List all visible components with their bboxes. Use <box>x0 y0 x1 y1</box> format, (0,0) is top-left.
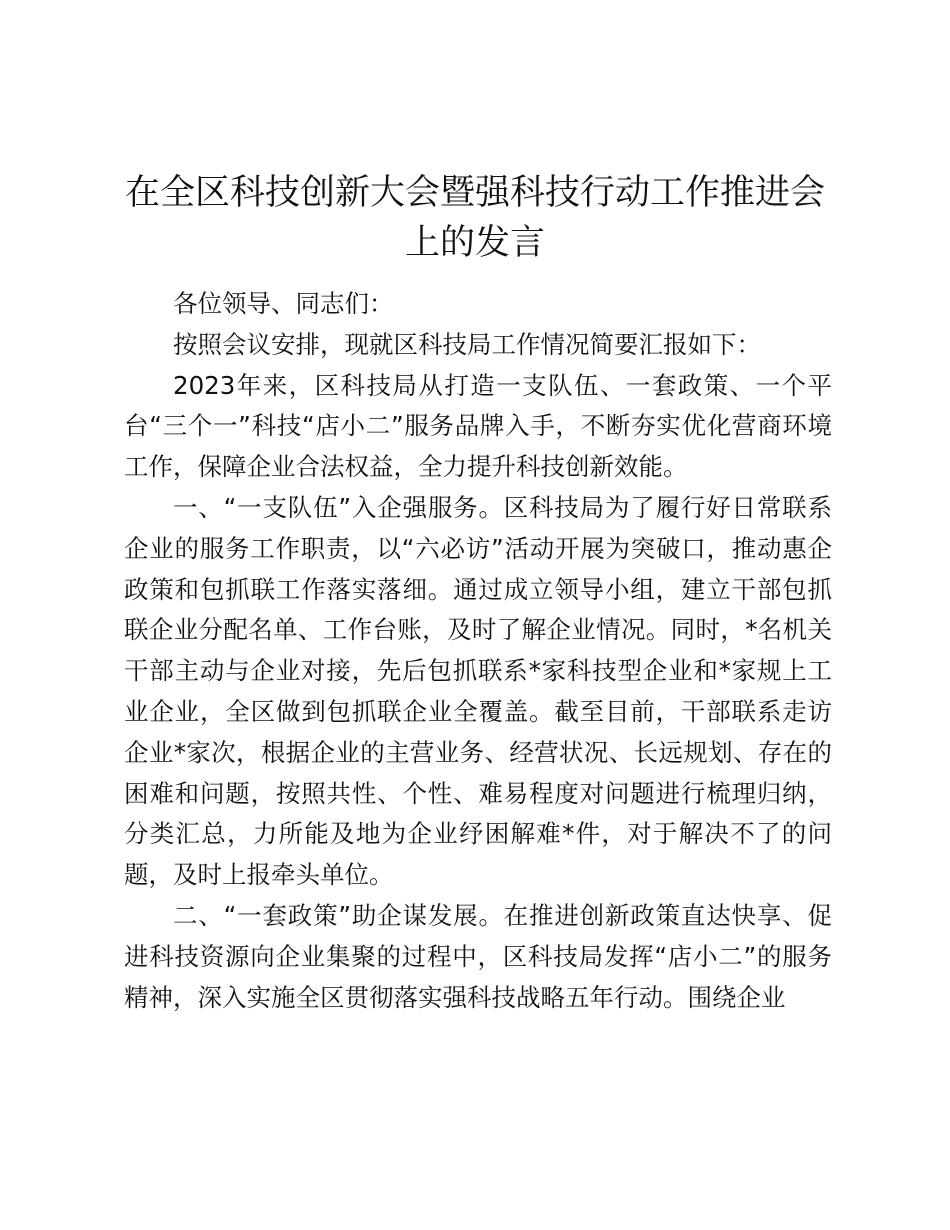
paragraph-overview: 2023年来，区科技局从打造一支队伍、一套政策、一个平台“三个一”科技“店小二”服务品牌入手，不断夯实优化营商环境工作，保障企业合法权益，全力提升科技创新效能。 <box>124 370 832 482</box>
document-body <box>124 284 832 1018</box>
paragraph-section-two: 二、“一套政策”助企谋发展。在推进创新政策直达快享、促进科技资源向企业集聚的过程中，区科技局发挥“店小二”的服务精神，深入实施全区贯彻落实强科技战略五年行动。围绕企业 <box>124 900 832 1012</box>
paragraph-section-one: 一、“一支队伍”入企强服务。区科技局为了履行好日常联系企业的服务工作职责，以“六必访”活动开展为突破口，推动惠企政策和包抓联工作落实落细。通过成立领导小组，建立干部包抓联企业分配名单、工作台账，及时了解企业情况。同时，*名机关干部主动与企业对接，先后包抓联系*家科技型企业和*家规上工业企业，全区做到包抓联企业全覆盖。截至目前，干部联系走访企业*家次，根据企业的主营业务、经营状况、长远规划、存在的困难和问题，按照共性、个性、难易程度对问题进行梳理归纳，分类汇总，力所能及地为企业纾困解难*件，对于解决不了的问题，及时上报牵头单位。 <box>124 492 832 890</box>
paragraph-salutation: 各位领导、同志们： <box>173 289 394 318</box>
document-title: 在全区科技创新大会暨强科技行动工作推进会上的发言 <box>124 173 825 263</box>
paragraph-intro: 按照会议安排，现就区科技局工作情况简要汇报如下： <box>173 329 761 359</box>
